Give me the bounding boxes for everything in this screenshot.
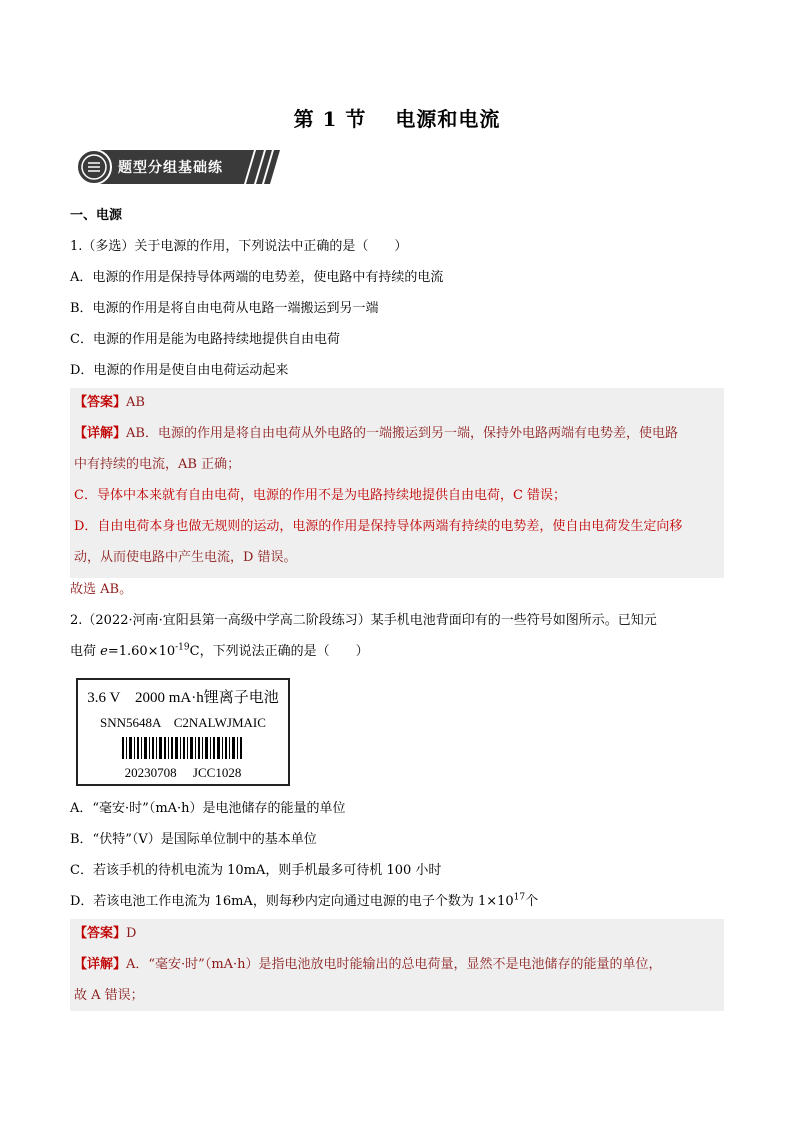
question-2-option-c: C．若该手机的待机电流为 10mA，则手机最多可待机 100 小时 — [70, 863, 442, 878]
question-1-option-c: C．电源的作用是能为电路持续地提供自由电荷 — [70, 332, 340, 347]
question-1-answer-block — [70, 388, 724, 578]
question-1-detail-line — [74, 424, 678, 444]
charge-symbol: e — [100, 644, 108, 659]
question-1-conclusion: 故选 AB。 — [70, 582, 133, 597]
question-2-answer-block — [70, 919, 724, 1011]
question-1-option-d: D．电源的作用是使自由电荷运动起来 — [70, 363, 289, 378]
detail-label: 【详解】 — [74, 957, 127, 972]
answer-label: 【答案】 — [74, 926, 127, 941]
exponent: -19 — [175, 642, 190, 653]
question-1-option-a: A．电源的作用是保持导体两端的电势差，使电路中有持续的电流 — [70, 270, 444, 285]
answer-label: 【答案】 — [74, 395, 127, 410]
barcode-icon — [122, 737, 244, 759]
answer-value: AB — [126, 395, 145, 410]
question-2-answer — [74, 924, 136, 944]
question-2-detail-line: 故 A 错误； — [74, 988, 144, 1003]
battery-serial: SNN5648A C2NALWJMAIC — [100, 715, 266, 730]
question-2-option-d — [70, 892, 538, 912]
page-title: 第 1 节 电源和电流 — [293, 107, 501, 131]
battery-spec: 3.6 V 2000 mA·h锂离子电池 — [87, 690, 279, 706]
exponent: 17 — [513, 892, 526, 903]
detail-text: AB．电源的作用是将自由电荷从外电路的一端搬运到另一端，保持外电路两端有电势差，使电路 — [126, 426, 678, 441]
stem-text: C，下列说法正确的是（ ） — [189, 644, 369, 659]
answer-value: D — [126, 926, 137, 941]
option-text: 个 — [525, 894, 539, 909]
question-1-option-b: B．电源的作用是将自由电荷从电路一端搬运到另一端 — [70, 301, 379, 316]
question-1-detail-line: C．导体中本来就有自由电荷，电源的作用不是为电路持续地提供自由电荷，C 错误； — [74, 488, 567, 503]
question-1-detail-line: 中有持续的电流，AB 正确； — [74, 457, 241, 472]
question-1-stem: 1.（多选）关于电源的作用，下列说法中正确的是（ ） — [70, 239, 408, 254]
question-2-stem-line2 — [70, 642, 369, 662]
question-1-detail-line: 动，从而使电路中产生电流，D 错误。 — [74, 550, 297, 565]
stem-text: =1.60×10 — [107, 644, 176, 659]
stem-text: 电荷 — [70, 644, 101, 659]
question-2-stem: 2.（2022·河南·宜阳县第一高级中学高二阶段练习）某手机电池背面印有的一些符号如图所示。已知元 — [70, 613, 657, 628]
battery-date-code: 20230708 JCC1028 — [124, 765, 242, 780]
option-text: D．若该电池工作电流为 16mA，则每秒内定向通过电源的电子个数为 1×10 — [70, 894, 514, 909]
detail-label: 【详解】 — [74, 426, 127, 441]
question-1-answer — [74, 393, 145, 413]
banner-text: 题型分组基础练 — [118, 160, 223, 176]
question-2-option-a: A．“毫安·时”（mA·h）是电池储存的能量的单位 — [70, 801, 346, 816]
battery-label-figure — [76, 678, 290, 786]
question-2-detail-line — [74, 955, 662, 975]
question-1-detail-line: D．自由电荷本身也做无规则的运动，电源的作用是保持导体两端有持续的电势差，使自由电荷发生定向移 — [74, 519, 683, 534]
section-banner — [74, 148, 284, 186]
detail-text: A．“毫安·时”（mA·h）是指电池放电时能输出的总电荷量，显然不是电池储存的能量的单位， — [126, 957, 662, 972]
section-heading: 一、电源 — [70, 208, 123, 223]
question-2-option-b: B．“伏特”（V）是国际单位制中的基本单位 — [70, 832, 317, 847]
